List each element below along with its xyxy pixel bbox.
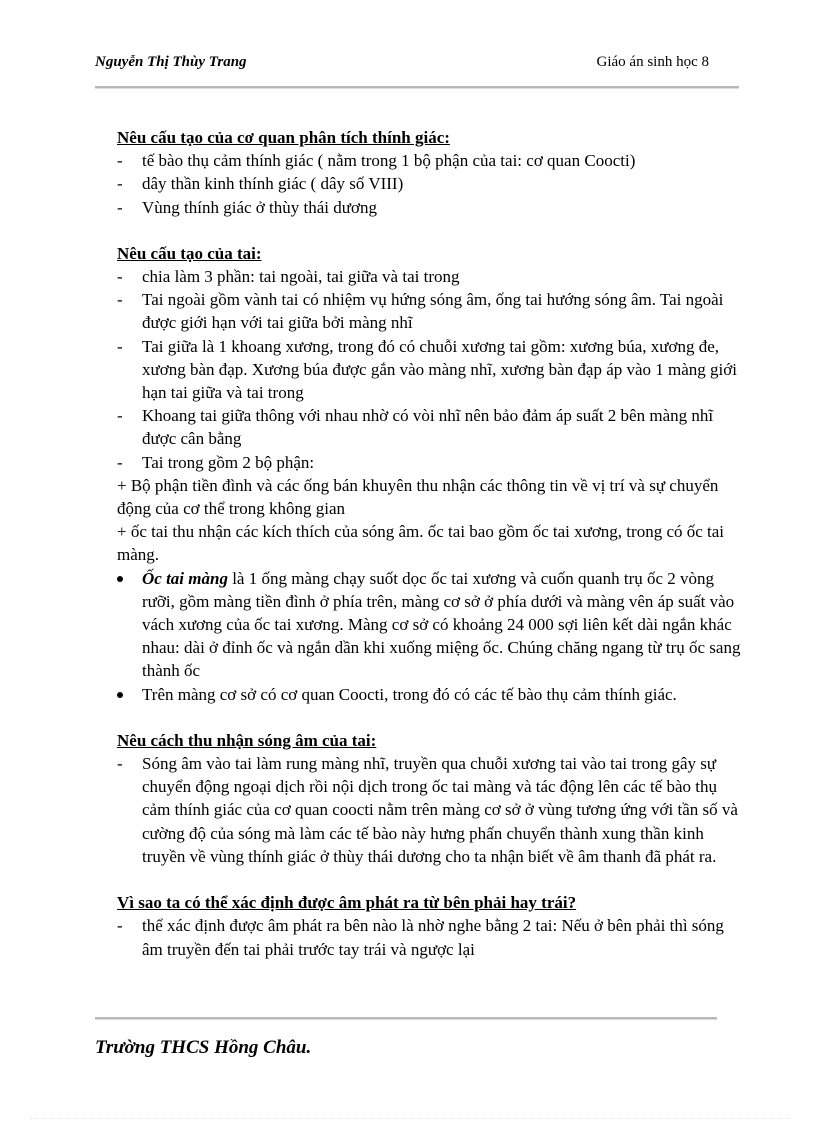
bullet-item [117,683,747,706]
bullet-text: Trên màng cơ sở có cơ quan Coocti, trong đó có các tế bào thụ cảm thính giác. [142,684,677,704]
header-divider [95,86,739,89]
dash-list [117,914,747,960]
list-item: - dây thần kinh thính giác ( dây số VIII) [117,172,747,195]
list-item: - Sóng âm vào tai làm rung màng nhĩ, truyền qua chuỗi xương tai vào tai trong gây sự chuyển động ngoại dịch rồi nội dịch trong ốc tai màng và tác động lên các tế bào thụ cảm thính giác của cơ quan coocti nằm trên màng cơ sở ở vùng tương ứng với tần số và cường độ của sóng mà làm các tế bào này hưng phấn chuyển thành xung thần kinh truyền về vùng thính giác ở thùy thái dương cho ta nhận biết về âm thanh đã phát ra. [117,752,747,868]
section-heading: Vì sao ta có thể xác định được âm phát ra từ bên phải hay trái? [117,893,577,913]
bullet-list [117,567,747,706]
list-item: - chia làm 3 phần: tai ngoài, tai giữa và tai trong [117,265,747,288]
section-heading: Nêu cách thu nhận sóng âm của tai: [117,730,377,750]
dash-list [117,752,747,868]
section-ear-structure [117,242,747,706]
bullet-text: là 1 ống màng chạy suốt dọc ốc tai xương và cuốn quanh trụ ốc 2 vòng rưỡi, gồm màng tiền đình ở phía trên, màng cơ sở ở phía dưới và màng vên áp suất vào vách xương của ốc tai xương. Màng cơ sở có khoảng 24 000 sợi liên kết dài ngắn khác nhau: dài ở đỉnh ốc và ngắn dần khi xuống miệng ốc. Chúng chăng ngang từ trụ ốc sang thành ốc [142,568,741,681]
plus-item: + Bộ phận tiền đình và các ống bán khuyên thu nhận các thông tin về vị trí và sự chuyển động của cơ thể trong không gian [117,475,719,519]
list-item: - Khoang tai giữa thông với nhau nhờ có vòi nhĩ nên bảo đảm áp suất 2 bên màng nhĩ được cân bằng [117,404,747,450]
section-sensory-analyzer [117,126,747,219]
dash-list [117,149,747,219]
section-sound-reception [117,729,747,868]
list-item: - Vùng thính giác ở thùy thái dương [117,196,747,219]
list-item: - tế bào thụ cảm thính giác ( nằm trong 1 bộ phận của tai: cơ quan Coocti) [117,149,747,172]
list-item: - Tai ngoài gồm vành tai có nhiệm vụ hứng sóng âm, ống tai hướng sóng âm. Tai ngoài được giới hạn với tai giữa bởi màng nhĩ [117,288,747,334]
document-subject: Giáo án sinh học 8 [596,54,709,70]
list-item: - thể xác định được âm phát ra bên nào là nhờ nghe bằng 2 tai: Nếu ở bên phải thì sóng âm truyền đến tai phải trước tay trái và ngược lại [117,914,747,960]
dash-list [117,265,747,474]
document-body [117,126,747,961]
bullet-item [117,567,747,683]
page-header [95,54,709,74]
list-item: - Tai giữa là 1 khoang xương, trong đó có chuỗi xương tai gồm: xương búa, xương đe, xương bàn đạp. Xương búa được gắn vào màng nhĩ, xương bàn đạp áp vào 1 màng giới hạn tai giữa và tai trong [117,335,747,405]
term-cochlear-duct: Ốc tai màng [142,568,228,588]
list-item: - Tai trong gồm 2 bộ phận: [117,451,747,474]
section-sound-direction [117,891,747,961]
footer-divider [95,1017,717,1020]
section-heading: Nêu cấu tạo của cơ quan phân tích thính giác: [117,128,450,147]
plus-item: + ốc tai thu nhận các kích thích của sóng âm. ốc tai bao gồm ốc tai xương, trong có ốc tai màng. [117,522,725,565]
author-name: Nguyễn Thị Thùy Trang [95,54,247,70]
page-edge [30,1118,790,1119]
school-name: Trường THCS Hồng Châu. [95,1037,312,1058]
section-heading: Nêu cấu tạo của tai: [117,243,262,263]
